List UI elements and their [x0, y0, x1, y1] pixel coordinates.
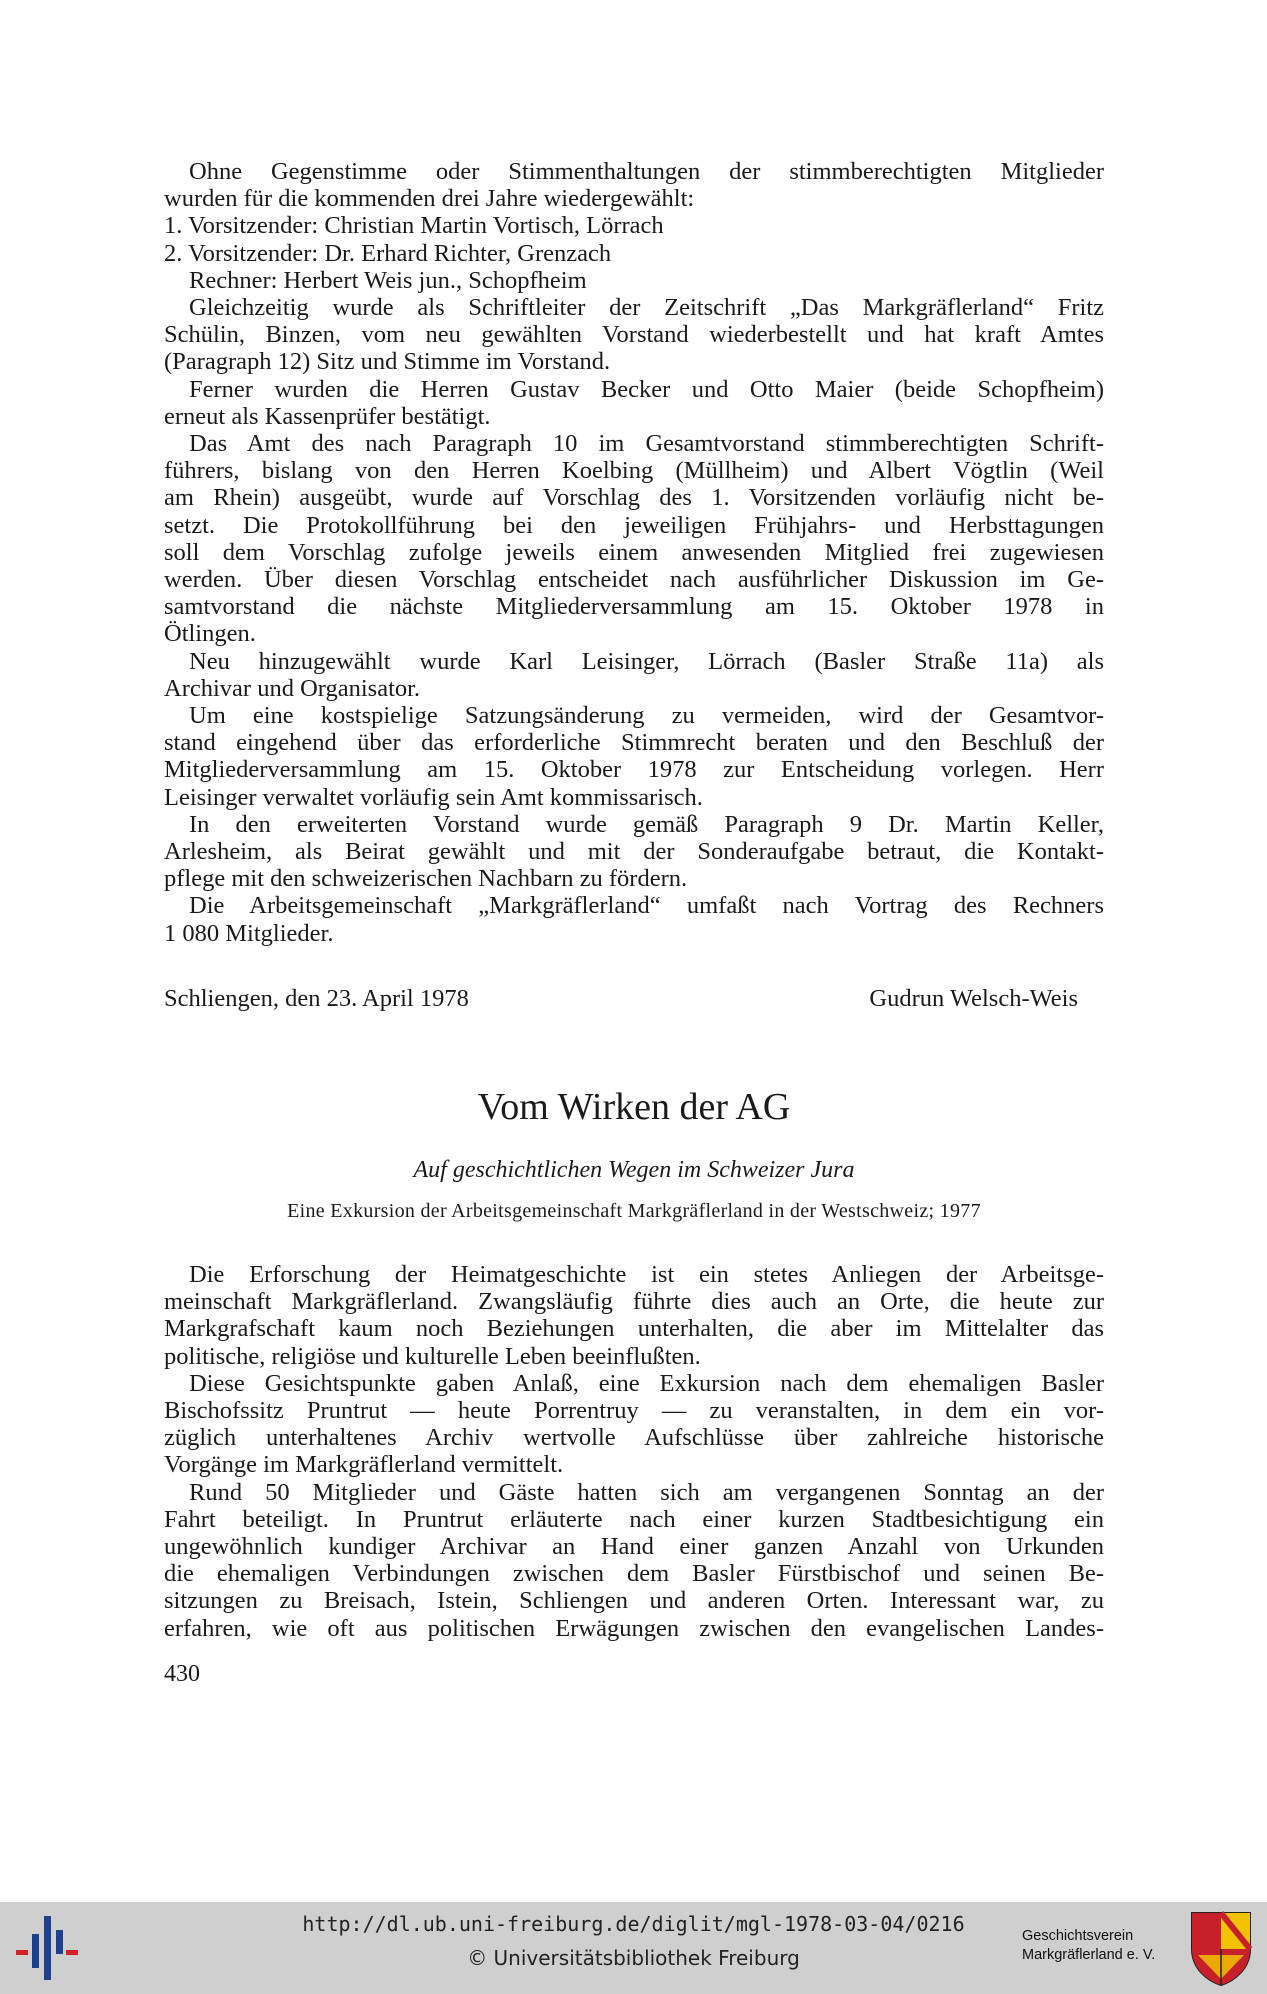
article-text [164, 1261, 1104, 1642]
text-line: erfahren, wie oft aus politischen Erwägungen zwischen den evangelischen Landes- [164, 1614, 1104, 1642]
society-line-1: Geschichtsverein [1022, 1928, 1134, 1944]
text-line: erneut als Kassenprüfer bestätigt. [164, 402, 491, 430]
text-line: Leisinger verwaltet vorläufig sein Amt kommissarisch. [164, 783, 703, 811]
society-line-2: Markgräflerland e. V. [1022, 1947, 1156, 1963]
text-line: stand eingehend über das erforderliche Stimmrecht beraten und den Beschluß der [164, 729, 1104, 757]
text-line: samtvorstand die nächste Mitgliederversammlung am 15. Oktober 1978 in [164, 593, 1104, 621]
text-line: Ferner wurden die Herren Gustav Becker und Otto Maier (beide Schopfheim) [189, 375, 1104, 403]
text-line: Die Erforschung der Heimatgeschichte ist ein stetes Anliegen der Arbeitsge- [189, 1260, 1104, 1288]
coat-of-arms-icon [1188, 1909, 1254, 1987]
article-title: Vom Wirken der AG [477, 1085, 791, 1128]
text-line: führers, bislang von den Herren Koelbing (Müllheim) und Albert Vögtlin (Weil [164, 457, 1104, 485]
place-date: Schliengen, den 23. April 1978 [164, 984, 469, 1012]
text-line: Neu hinzugewählt wurde Karl Leisinger, Lörrach (Basler Straße 11a) als [189, 647, 1104, 675]
text-line: Vorgänge im Markgräflerland vermittelt. [164, 1451, 564, 1479]
text-line: Das Amt des nach Paragraph 10 im Gesamtvorstand stimmberechtigten Schrift- [189, 430, 1104, 458]
text-line: meinschaft Markgräflerland. Zwangsläufig führte dies auch an Orte, die heute zur [164, 1288, 1104, 1316]
text-line: Diese Gesichtspunkte gaben Anlaß, eine Exkursion nach dem ehemaligen Basler [189, 1369, 1104, 1397]
text-line: soll dem Vorschlag zufolge jeweils einem anwesenden Mitglied frei zugewiesen [164, 538, 1104, 566]
text-line: Mitgliederversammlung am 15. Oktober 1978 zur Entscheidung vorlegen. Herr [164, 756, 1104, 784]
society-name [1022, 1927, 1155, 1965]
text-line: am Rhein) ausgeübt, wurde auf Vorschlag des 1. Vorsitzenden vorläufig nicht be- [164, 484, 1104, 512]
text-line: ungewöhnlich kundiger Archivar an Hand einer ganzen Anzahl von Urkunden [164, 1532, 1104, 1560]
text-line: 2. Vorsitzender: Dr. Erhard Richter, Grenzach [164, 239, 612, 267]
text-line: In den erweiterten Vorstand wurde gemäß Paragraph 9 Dr. Martin Keller, [189, 810, 1104, 838]
text-line: 1. Vorsitzender: Christian Martin Vortisch, Lörrach [164, 212, 664, 240]
text-line: Schülin, Binzen, vom neu gewählten Vorstand wiederbestellt und hat kraft Amtes [164, 321, 1104, 349]
text-line: setzt. Die Protokollführung bei den jeweiligen Frühjahrs- und Herbsttagungen [164, 511, 1104, 539]
text-line: Gleichzeitig wurde als Schriftleiter der Zeitschrift „Das Markgräflerland“ Fritz [189, 294, 1104, 322]
text-line: Arlesheim, als Beirat gewählt und mit der Sonderaufgabe betraut, die Kontakt- [164, 838, 1104, 866]
text-line: Bischofssitz Pruntrut — heute Porrentruy — zu veranstalten, in dem ein vor- [164, 1396, 1104, 1424]
article-caption: Eine Exkursion der Arbeitsgemeinschaft Markgräflerland in der Westschweiz; 1977 [287, 1199, 981, 1222]
text-line: politische, religiöse und kulturelle Leben beeinflußten. [164, 1342, 701, 1370]
text-line: Die Arbeitsgemeinschaft „Markgräflerland“ umfaßt nach Vortrag des Rechners [189, 892, 1104, 920]
text-line: Archivar und Organisator. [164, 674, 421, 702]
signature-row [164, 985, 1104, 1013]
text-line: Ohne Gegenstimme oder Stimmenthaltungen der stimmberechtigten Mitglieder [189, 158, 1104, 185]
text-line: wurden für die kommenden drei Jahre wiedergewählt: [164, 185, 695, 213]
author-name: Gudrun Welsch-Weis [869, 984, 1078, 1012]
text-line: Fahrt beteiligt. In Pruntrut erläuterte nach einer kurzen Stadtbesichtigung ein [164, 1505, 1104, 1533]
text-line: züglich unterhaltenes Archiv wertvolle Aufschlüsse über zahlreiche historische [164, 1424, 1104, 1452]
report-text [164, 158, 1104, 947]
footer-copyright: © Universitätsbibliothek Freiburg [467, 1946, 800, 1970]
text-line: Ötlingen. [164, 620, 256, 648]
page-number: 430 [164, 1661, 200, 1687]
text-line: die ehemaligen Verbindungen zwischen dem Basler Fürstbischof und seinen Be- [164, 1560, 1104, 1588]
text-line: Markgrafschaft kaum noch Beziehungen unterhalten, die aber im Mittelalter das [164, 1315, 1104, 1343]
text-line: Um eine kostspielige Satzungsänderung zu vermeiden, wird der Gesamtvor- [189, 702, 1104, 730]
text-line: Rund 50 Mitglieder und Gäste hatten sich am vergangenen Sonntag an der [189, 1478, 1104, 1506]
article-subtitle: Auf geschichtlichen Wegen im Schweizer Jura [413, 1156, 855, 1183]
text-line: pflege mit den schweizerischen Nachbarn zu fördern. [164, 865, 688, 893]
text-line: 1 080 Mitglieder. [164, 919, 334, 947]
text-line: (Paragraph 12) Sitz und Stimme im Vorstand. [164, 348, 611, 376]
footer-url-link[interactable]: http://dl.ub.uni-freiburg.de/diglit/mgl-1978-03-04/0216 [302, 1912, 965, 1936]
text-line: sitzungen zu Breisach, Istein, Schliengen und anderen Orten. Interessant war, zu [164, 1587, 1104, 1615]
text-line: werden. Über diesen Vorschlag entscheidet nach ausführlicher Diskussion im Ge- [164, 566, 1104, 594]
text-line: Rechner: Herbert Weis jun., Schopfheim [189, 266, 587, 294]
page-content [164, 158, 1104, 1642]
